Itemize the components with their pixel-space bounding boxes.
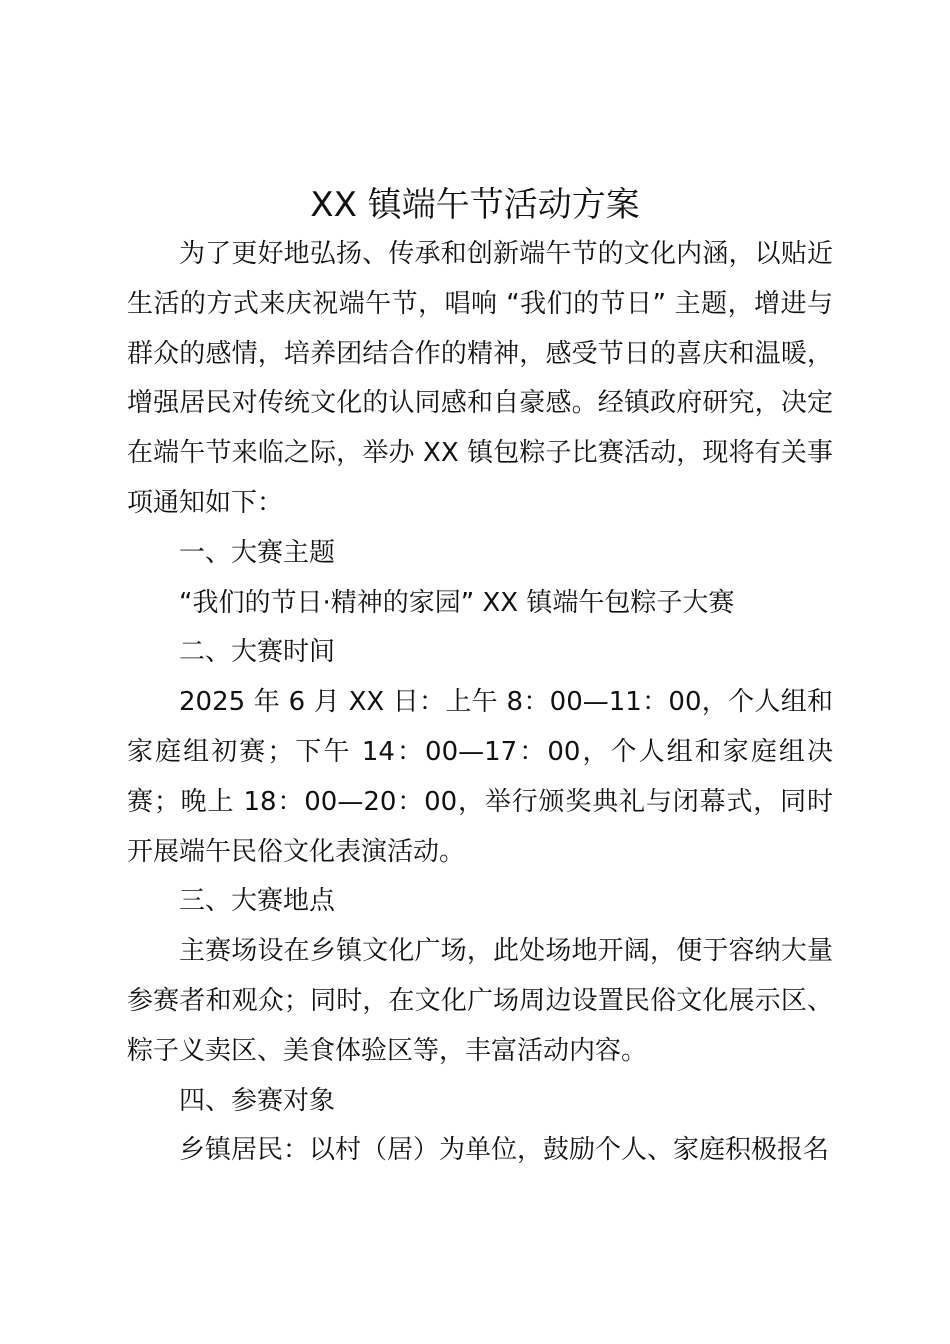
section-heading-location: 三、大赛地点 xyxy=(179,886,336,917)
section-heading-time: 二、大赛时间 xyxy=(179,637,336,668)
document-body xyxy=(127,230,833,1176)
intro-paragraph: 为了更好地弘扬、传承和创新端午节的文化内涵，以贴近生活的方式来庆祝端午节，唱响 “我们的节日” 主题，增进与群众的感情，培养团结合作的精神，感受节日的喜庆和温暖，增强居民对传统文化的认同感和自豪感。经镇政府研究，决定在端午节来临之际，举办 XX 镇包粽子比赛活动，现将有关事项通知如下： xyxy=(127,239,833,518)
section-heading-theme: 一、大赛主题 xyxy=(179,537,336,568)
section-heading-participants: 四、参赛对象 xyxy=(179,1085,336,1116)
time-paragraph: 2025 年 6 月 XX 日：上午 8：00—11：00，个人组和家庭组初赛；下午 14：00—17：00，个人组和家庭组决赛；晚上 18：00—20：00，举行颁奖典礼与闭幕式，同时开展端午民俗文化表演活动。 xyxy=(127,687,833,867)
participants-paragraph: 乡镇居民：以村（居）为单位，鼓励个人、家庭积极报名 xyxy=(179,1135,830,1166)
theme-paragraph: “我们的节日·精神的家园” XX 镇端午包粽子大赛 xyxy=(179,587,735,618)
document-title: XX 镇端午节活动方案 xyxy=(310,185,640,225)
location-paragraph: 主赛场设在乡镇文化广场，此处场地开阔，便于容纳大量参赛者和观众；同时，在文化广场周边设置民俗文化展示区、粽子义卖区、美食体验区等，丰富活动内容。 xyxy=(127,936,833,1066)
